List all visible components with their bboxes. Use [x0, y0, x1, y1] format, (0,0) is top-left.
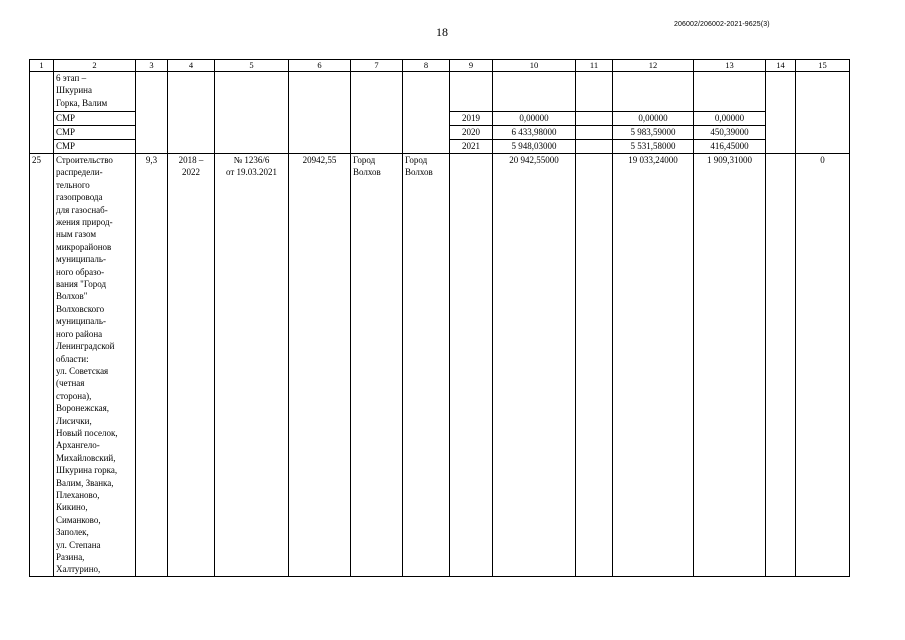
year-cell: 2020	[450, 126, 493, 140]
header-cell: 1	[30, 60, 54, 72]
cost-cell: 20942,55	[289, 154, 351, 577]
amount-cell: 0	[796, 154, 850, 577]
row-number-cell	[30, 72, 54, 154]
work-type: СМР	[54, 126, 136, 140]
amount-cell: 0,00000	[493, 112, 576, 126]
amount-cell: 20 942,55000	[493, 154, 576, 577]
amount-cell: 0,00000	[694, 112, 766, 126]
year-cell	[450, 154, 493, 577]
row-number: 25	[30, 154, 54, 577]
year-cell: 2021	[450, 140, 493, 154]
amount-cell: 416,45000	[694, 140, 766, 154]
location-cell: Город Волхов	[403, 154, 450, 577]
year-cell: 2019	[450, 112, 493, 126]
header-cell: 2	[54, 60, 136, 72]
object-description: Строительство распредели- тельного газопровода для газоснаб- жения природ- ным газом микрорайонов муниципаль- ного образо- вания "Город Волхов" Волховского муниципаль- ного района Ленинградской области: ул. Советская (четная сторона), Воронежская, Лисички, Новый поселок, Архангело- Михайловский, Шкурина горка, Валим, Званка, Плеханово, Кикино, Симанково, Заполек, ул. Степана Разина, Халтурино,	[54, 154, 136, 577]
header-cell: 15	[796, 60, 850, 72]
length-cell: 9,3	[136, 154, 168, 577]
amount-cell: 5 983,59000	[613, 126, 694, 140]
header-cell: 4	[168, 60, 215, 72]
header-cell: 3	[136, 60, 168, 72]
page-number: 18	[436, 25, 448, 39]
amount-cell: 5 948,03000	[493, 140, 576, 154]
location-cell: Город Волхов	[351, 154, 403, 577]
continuation-title-row	[30, 72, 850, 112]
header-cell: 9	[450, 60, 493, 72]
header-cell: 12	[613, 60, 694, 72]
stage-title: 6 этап – Шкурина Горка, Валим	[54, 72, 136, 112]
header-cell: 14	[766, 60, 796, 72]
table-row	[30, 154, 850, 577]
header-row	[30, 60, 850, 72]
amount-cell: 6 433,98000	[493, 126, 576, 140]
amount-cell: 450,39000	[694, 126, 766, 140]
header-cell: 13	[694, 60, 766, 72]
data-table	[29, 59, 850, 577]
header-cell: 8	[403, 60, 450, 72]
amount-cell: 19 033,24000	[613, 154, 694, 577]
amount-cell: 5 531,58000	[613, 140, 694, 154]
header-cell: 7	[351, 60, 403, 72]
amount-cell: 0,00000	[613, 112, 694, 126]
header-cell: 5	[215, 60, 289, 72]
work-type: СМР	[54, 112, 136, 126]
period-cell: 2018 – 2022	[168, 154, 215, 577]
header-cell: 11	[576, 60, 613, 72]
header-cell: 10	[493, 60, 576, 72]
document-id: 206002/206002-2021-9625(3)	[674, 21, 770, 28]
amount-cell: 1 909,31000	[694, 154, 766, 577]
work-type: СМР	[54, 140, 136, 154]
order-cell: № 1236/6 от 19.03.2021	[215, 154, 289, 577]
header-cell: 6	[289, 60, 351, 72]
